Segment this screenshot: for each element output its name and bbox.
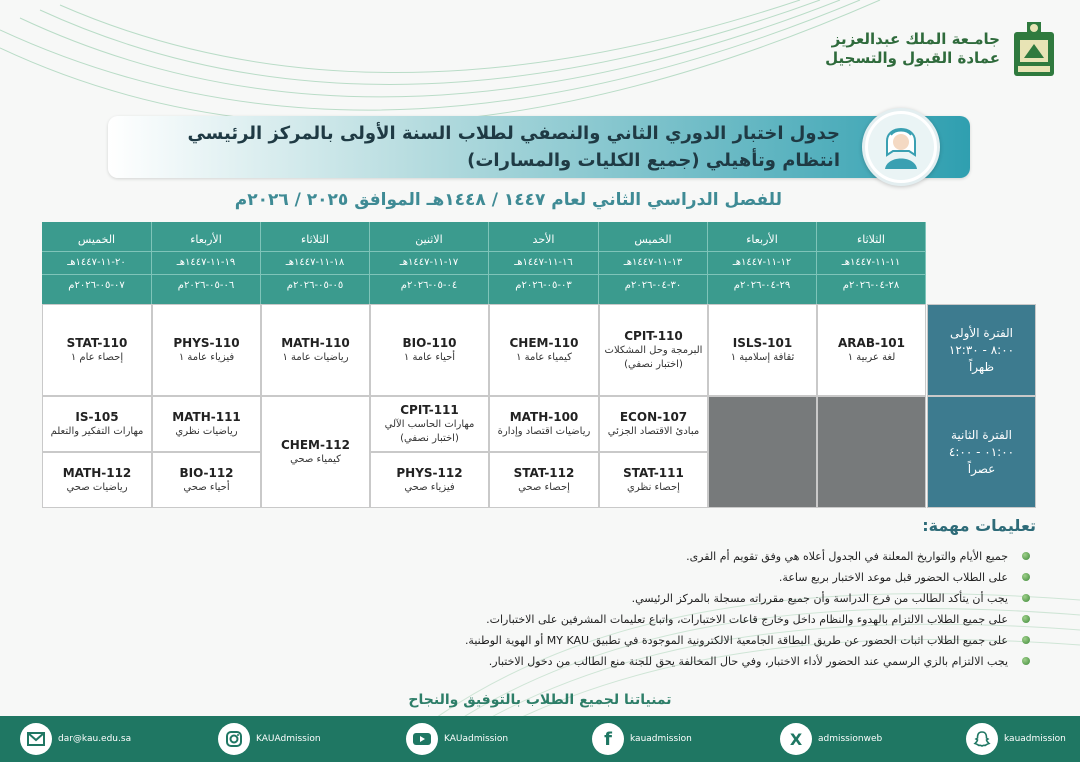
exam-cell [42,304,152,396]
instruction-text: يجب أن يتأكد الطالب من فرع الدراسة وأن جميع مقرراته مسجلة بالمركز الرئيسي. [631,592,1008,605]
exam-cell [42,396,152,452]
exam-cell-merged [261,396,370,508]
period-2-label [927,396,1036,508]
instruction-text: على جميع الطلاب الالتزام بالهدوء والنظام داخل وخارج قاعات الاختبارات، واتباع تعليمات المشرفين على الاختبارات. [486,613,1008,626]
hijri-date: ٢٠-١١-١٤٤٧هـ [67,257,126,268]
hijri-date: ١١-١١-١٤٤٧هـ [841,257,901,268]
title-banner [108,116,970,178]
exam-cell [489,304,599,396]
bullet-icon [1022,594,1030,602]
day-name: الخميس [77,233,116,246]
gregorian-date: ٢٨-٠٤-٢٠٢٦م [842,280,900,291]
day-header [599,222,708,304]
course-code: STAT-110 [66,336,128,350]
course-code: MATH-110 [281,336,350,350]
course-code: BIO-110 [402,336,457,350]
exam-cell [370,452,489,508]
course-name: إحصاء نظري [627,482,680,493]
exam-cell [152,304,261,396]
period-label: الفترة الأولى [949,325,1014,340]
exam-cell [708,304,817,396]
course-name: لغة عربية ١ [847,352,896,363]
email-contact[interactable] [20,723,131,755]
title-line-1: جدول اختبار الدوري الثاني والنصفي لطلاب السنة الأولى بالمركز الرئيسي [187,123,840,144]
period-label: الفترة الثانية [950,427,1013,442]
course-code: ECON-107 [619,410,688,424]
course-name: أحياء صحي [183,482,230,493]
course-name: رياضيات عامة ١ [282,352,349,363]
gregorian-date: ٠٧-٠٥-٢٠٢٦م [68,280,125,291]
email-icon [20,723,52,755]
exam-schedule-table [42,222,1036,508]
hijri-date: ١٨-١١-١٤٤٧هـ [285,257,345,268]
course-code: IS-105 [75,410,119,424]
instruction-item [248,609,1008,630]
snapchat-link[interactable] [966,723,1066,755]
instruction-text: على جميع الطلاب اثبات الحضور عن طريق البطاقة الجامعية الالكترونية الموجودة في تطبيق MY KAU أو الهوية الوطنية. [464,634,1008,647]
day-header [817,222,926,304]
course-code: ARAB-101 [838,336,905,350]
exam-cell [599,396,708,452]
exam-cell [152,396,261,452]
bullet-icon [1022,615,1030,623]
course-code: PHYS-112 [396,466,463,480]
course-note: (اختبار نصفي) [624,359,683,370]
instruction-text: يجب الالتزام بالزي الرسمي عند الحضور لأداء الاختبار، وفي حال المخالفة يحق للجنة منع الطالب من دخول الاختبار. [488,655,1008,668]
no-exam-cell [708,396,817,508]
course-name: مبادئ الاقتصاد الجزئي [607,426,700,437]
gregorian-date: ٠٣-٠٥-٢٠٢٦م [515,280,572,291]
student-avatar-icon [862,108,940,186]
course-name: كيمياء عامة ١ [516,352,572,363]
course-name: فيزياء صحي [404,482,455,493]
course-name: مهارات التفكير والتعلم [50,426,144,437]
instruction-text: جميع الأيام والتواريخ المعلنة في الجدول أعلاه هي وفق تقويم أم القرى. [686,550,1008,563]
university-name: جامـعة الملك عبدالعزيز [831,30,1000,48]
exam-cell [261,304,370,396]
day-header [261,222,370,304]
period-1-label [927,304,1036,396]
gregorian-date: ٠٦-٠٥-٢٠٢٦م [177,280,235,291]
instructions-title: تعليمات مهمة: [922,516,1036,535]
period-time: ٠١:٠٠ - ٤:٠٠ [948,444,1015,459]
period-suffix: عصراً [967,461,996,476]
bullet-icon [1022,657,1030,665]
semester-subtitle: للفصل الدراسي الثاني لعام ١٤٤٧ / ١٤٤٨هـ الموافق ٢٠٢٥ / ٢٠٢٦م [234,190,782,210]
course-code: MATH-111 [172,410,241,424]
instruction-item [248,630,1008,651]
day-name: الثلاثاء [857,233,885,246]
course-code: MATH-100 [509,410,579,424]
course-note: (اختبار نصفي) [400,433,459,444]
instructions-list [248,546,1008,672]
facebook-label: kauadmission [630,734,692,744]
closing-wish: تمنياتنا لجميع الطلاب بالتوفيق والنجاح [408,692,672,708]
course-name: رياضيات اقتصاد وإدارة [497,426,591,437]
course-code: CPIT-111 [400,403,459,417]
instagram-link[interactable] [218,723,321,755]
course-name: ثقافة إسلامية ١ [730,352,795,363]
period-suffix: ظهراً [968,359,995,374]
title-line-2: انتظام وتأهيلي (جميع الكليات والمسارات) [467,150,840,171]
exam-cell [599,452,708,508]
hijri-date: ١٦-١١-١٤٤٧هـ [514,257,573,268]
page-title [140,120,840,174]
course-name: أحياء عامة ١ [403,352,456,363]
instruction-item [248,651,1008,672]
exam-cell [42,452,152,508]
day-header [42,222,152,304]
no-exam-cell [817,396,926,508]
exam-cell [489,396,599,452]
kau-emblem-icon [1010,18,1058,80]
course-name: رياضيات نظري [175,426,238,437]
x-label: admissionweb [818,734,883,744]
day-header [370,222,489,304]
email-label: dar@kau.edu.sa [58,734,132,744]
exam-cell [817,304,926,396]
instagram-label: KAUAdmission [256,734,321,744]
course-name: كيمياء صحي [290,454,341,465]
course-name: إحصاء عام ١ [70,352,124,363]
course-name: رياضيات صحي [66,482,128,493]
bullet-icon [1022,552,1030,560]
course-code: STAT-112 [513,466,575,480]
day-header [152,222,261,304]
course-name: فيزياء عامة ١ [178,352,235,363]
hijri-date: ١٧-١١-١٤٤٧هـ [399,257,459,268]
hijri-date: ١٣-١١-١٤٤٧هـ [623,257,683,268]
day-header [489,222,599,304]
day-header [708,222,817,304]
course-code: ISLS-101 [732,336,793,350]
exam-cell [599,304,708,396]
course-code: CHEM-110 [509,336,579,350]
exam-cell [370,396,489,452]
day-name: الأحد [532,233,555,246]
bullet-icon [1022,636,1030,644]
exam-cell [489,452,599,508]
course-code: STAT-111 [623,466,684,480]
deanship-name: عمادة القبول والتسجيل [825,49,1000,67]
course-name: البرمجة وحل المشكلات [604,345,703,356]
facebook-icon: f [592,723,624,755]
exam-cell [370,304,489,396]
hijri-date: ١٩-١١-١٤٤٧هـ [176,257,236,268]
gregorian-date: ٠٤-٠٥-٢٠٢٦م [400,280,458,291]
gregorian-date: ٠٥-٠٥-٢٠٢٦م [286,280,344,291]
university-logo [825,18,1058,80]
day-name: الاثنين [415,233,443,246]
hijri-date: ١٢-١١-١٤٤٧هـ [732,257,792,268]
instruction-text: على الطلاب الحضور قبل موعد الاختبار بربع ساعة. [778,571,1008,584]
youtube-label: KAUadmission [444,734,509,744]
x-icon: X [780,723,812,755]
course-code: BIO-112 [179,466,234,480]
gregorian-date: ٣٠-٠٤-٢٠٢٦م [624,280,682,291]
footer-bar [0,716,1080,762]
instruction-item [248,546,1008,567]
facebook-link[interactable] [592,723,692,755]
day-name: الخميس [634,233,672,246]
instagram-icon [218,723,250,755]
period-time: ٨:٠٠ - ١٢:٣٠ [948,342,1015,357]
instruction-item [248,567,1008,588]
instruction-item [248,588,1008,609]
exam-cell [152,452,261,508]
course-code: MATH-112 [62,466,132,480]
day-name: الأربعاء [746,233,778,246]
snapchat-label: kauadmission [1004,734,1066,744]
gregorian-date: ٢٩-٠٤-٢٠٢٦م [733,280,791,291]
day-name: الثلاثاء [301,233,329,246]
course-name: إحصاء صحي [518,482,570,493]
youtube-icon [406,723,438,755]
course-code: CPIT-110 [624,329,683,343]
snapchat-icon [966,723,998,755]
course-code: PHYS-110 [173,336,240,350]
bullet-icon [1022,573,1030,581]
x-link[interactable] [780,723,882,755]
course-name: مهارات الحاسب الآلي [384,419,475,430]
youtube-link[interactable] [406,723,508,755]
course-code: CHEM-112 [280,438,351,452]
day-name: الأربعاء [190,233,222,246]
